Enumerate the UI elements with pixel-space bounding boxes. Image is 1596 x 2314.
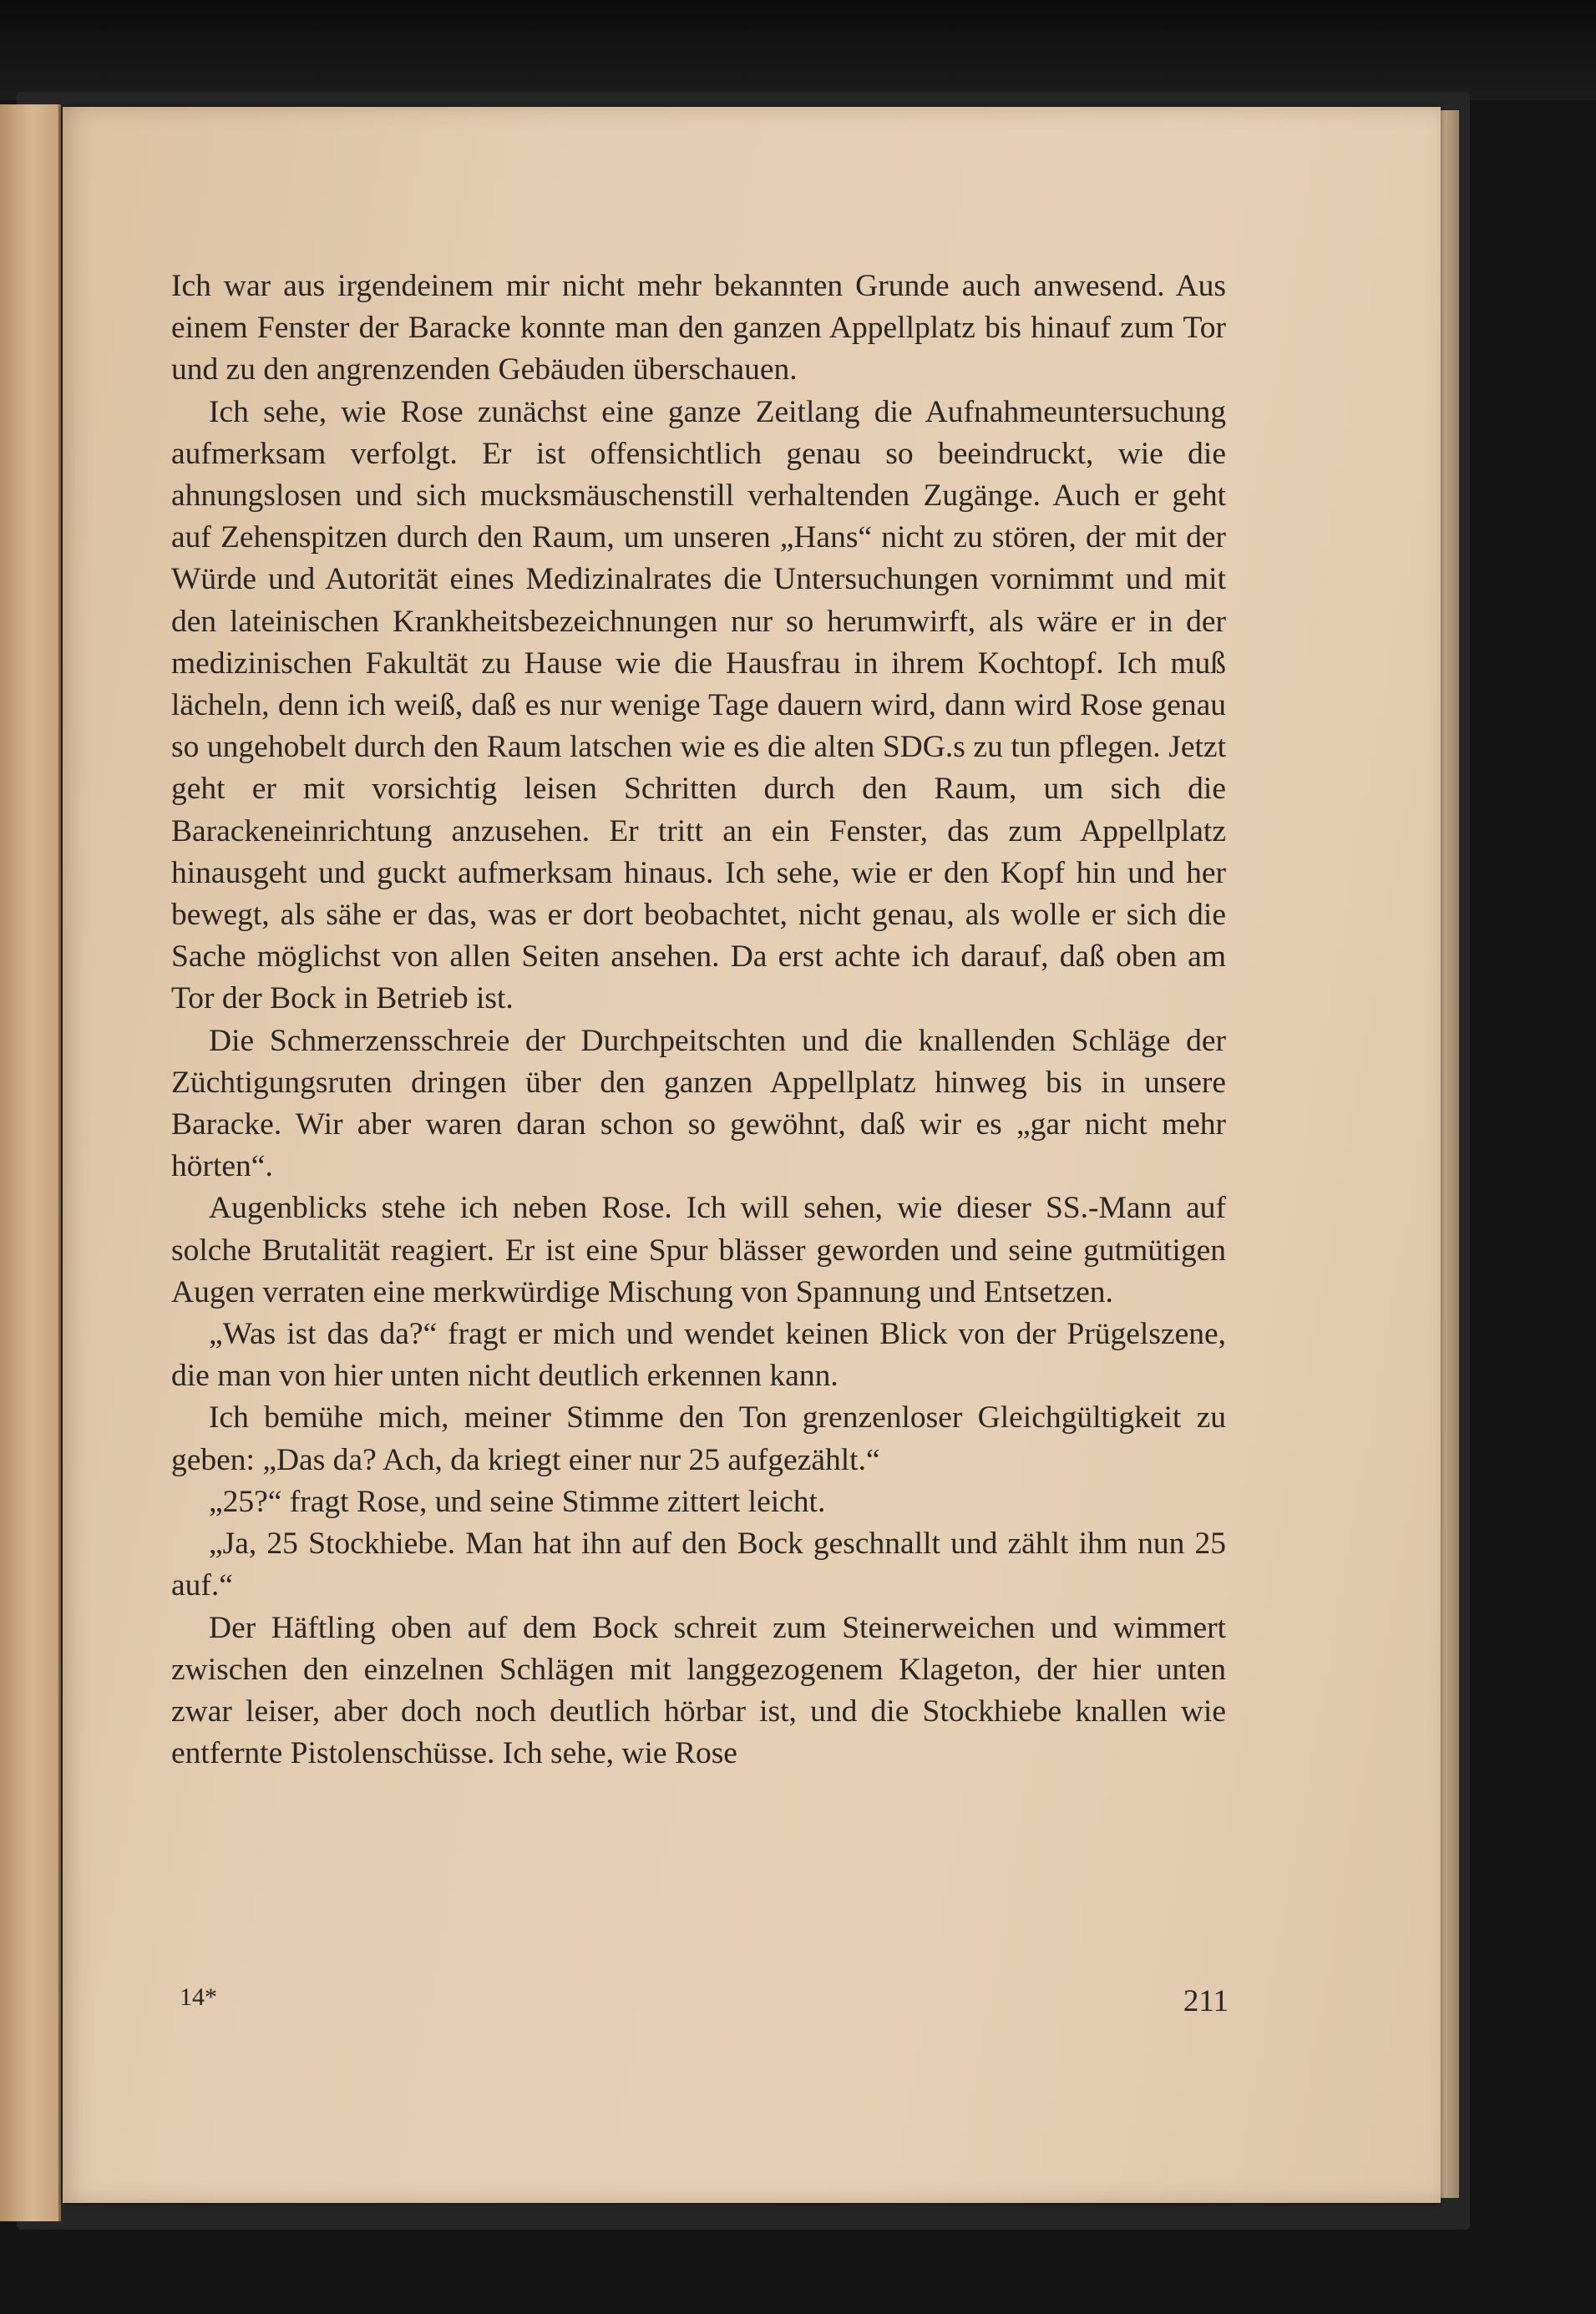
paragraph: Augenblicks stehe ich neben Rose. Ich will sehen, wie dieser SS.-Mann auf solche Brutalität reagiert. Er ist eine Spur blässer geworden und seine gutmütigen Augen verraten eine merkwürdige Mischung von Spannung und Entsetzen. xyxy=(171,1191,1226,1309)
paragraph: „25?“ fragt Rose, und seine Stimme zittert leicht. xyxy=(209,1484,826,1519)
paragraph: Die Schmerzensschreie der Durchpeitschten und die knallenden Schläge der Züchtigungsruten dringen über den ganzen Appellplatz hinweg bis in unsere Baracke. Wir aber waren daran schon so gewöhnt, daß wir es „gar nicht mehr hörten“. xyxy=(171,1023,1226,1184)
paragraph: Ich sehe, wie Rose zunächst eine ganze Zeitlang die Aufnahmeuntersuchung aufmerksam verfolgt. Er ist offensichtlich genau so beeindruckt, wie die ahnungslosen und sich mucksmäuschenstill verhaltenden Zugänge. Auch er geht auf Zehenspitzen durch den Raum, um unseren „Hans“ nicht zu stören, der mit der Würde und Autorität eines Medizinalrates die Untersuchungen vornimmt und mit den lateinischen Krankheitsbezeichnungen nur so herumwirft, als wäre er in der medizinischen Fakultät zu Hause wie die Hausfrau in ihrem Kochtopf. Ich muß lächeln, denn ich weiß, daß es nur wenige Tage dauern wird, dann wird Rose genau so ungehobelt durch den Raum latschen wie es die alten SDG.s zu tun pflegen. Jetzt geht er mit vorsichtig leisen Schritten durch den Raum, um sich die Barackeneinrichtung anzusehen. Er tritt an ein Fenster, das zum Appellplatz hinausgeht und guckt aufmerksam hinaus. Ich sehe, wie er den Kopf hin und her bewegt, als sähe er das, was er dort beobachtet, nicht genau, als wolle er sich die Sache möglichst von allen Seiten ansehen. Da erst achte ich darauf, daß oben am Tor der Bock in Betrieb ist. xyxy=(171,394,1226,1016)
paragraph: „Ja, 25 Stockhiebe. Man hat ihn auf den Bock geschnallt und zählt ihm nun 25 auf.“ xyxy=(171,1527,1226,1603)
paragraph: Der Häftling oben auf dem Bock schreit zum Steinerweichen und wimmert zwischen den einzelnen Schlägen mit langgezogenem Klageton, der hier unten zwar leiser, aber doch noch deutlich hörbar ist, und die Stockhiebe knallen wie entfernte Pistolenschüsse. Ich sehe, wie Rose xyxy=(171,1610,1226,1771)
paragraph: „Was ist das da?“ fragt er mich und wendet keinen Blick von der Prügelszene, die man von hier unten nicht deutlich erkennen kann. xyxy=(171,1317,1226,1394)
page-fore-edge xyxy=(1441,110,1459,2198)
paragraph: Ich war aus irgendeinem mir nicht mehr bekannten Grunde auch anwesend. Aus einem Fenster der Baracke konnte man den ganzen Appellplatz bis hinauf zum Tor und zu den angrenzenden Gebäuden überschauen. xyxy=(171,269,1226,387)
left-page-edge xyxy=(0,104,61,2221)
body-text xyxy=(171,266,1226,1775)
paragraph: Ich bemühe mich, meiner Stimme den Ton grenzenloser Gleichgültigkeit zu geben: „Das da? Ach, da kriegt einer nur 25 aufgezählt.“ xyxy=(171,1400,1226,1477)
background-top xyxy=(0,0,1596,100)
signature-mark: 14* xyxy=(180,1983,217,2011)
page-number: 211 xyxy=(1183,1984,1229,2018)
